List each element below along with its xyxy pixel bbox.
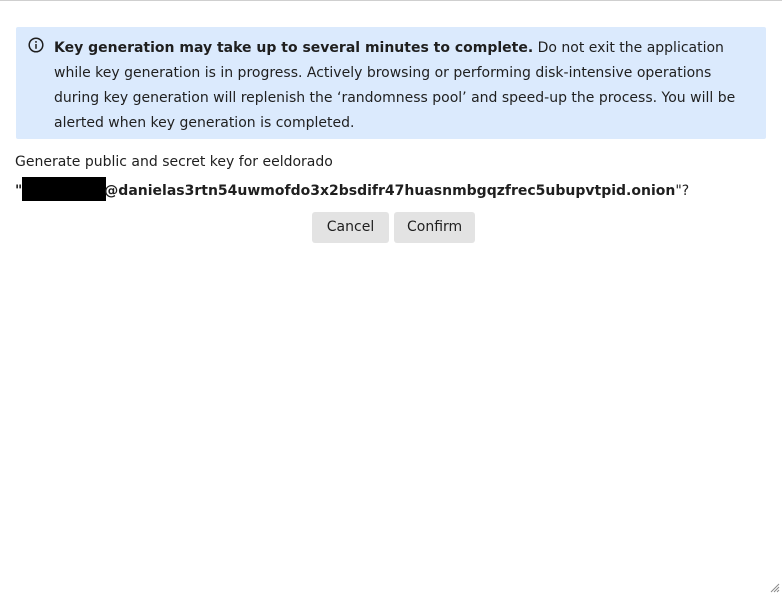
onion-address: @danielas3rtn54uwmofdo3x2bsdifr47huasnmbgqzfrec5ubupvtpid.onion [104, 183, 676, 199]
resize-grip-icon[interactable] [770, 583, 780, 593]
quote-close: "? [675, 183, 690, 199]
banner-bold-text: Key generation may take up to several minutes to complete. [54, 40, 534, 56]
cancel-button[interactable]: Cancel [312, 212, 389, 243]
quote-open: " [15, 183, 23, 199]
confirm-button[interactable]: Confirm [394, 212, 475, 243]
banner-body-text: Do not exit the application while key generation is in progress. Actively browsing or performing disk-intensive operations during key generation will replenish the ‘randomness pool’ and speed-up the process. You will be alerted when key generation is completed. [54, 40, 736, 131]
button-row [312, 212, 475, 243]
prompt-text: Generate public and secret key for eeldorado [15, 154, 333, 170]
address-line [15, 177, 689, 201]
info-banner [16, 27, 766, 139]
info-icon [28, 37, 44, 53]
redacted-username [22, 177, 106, 201]
